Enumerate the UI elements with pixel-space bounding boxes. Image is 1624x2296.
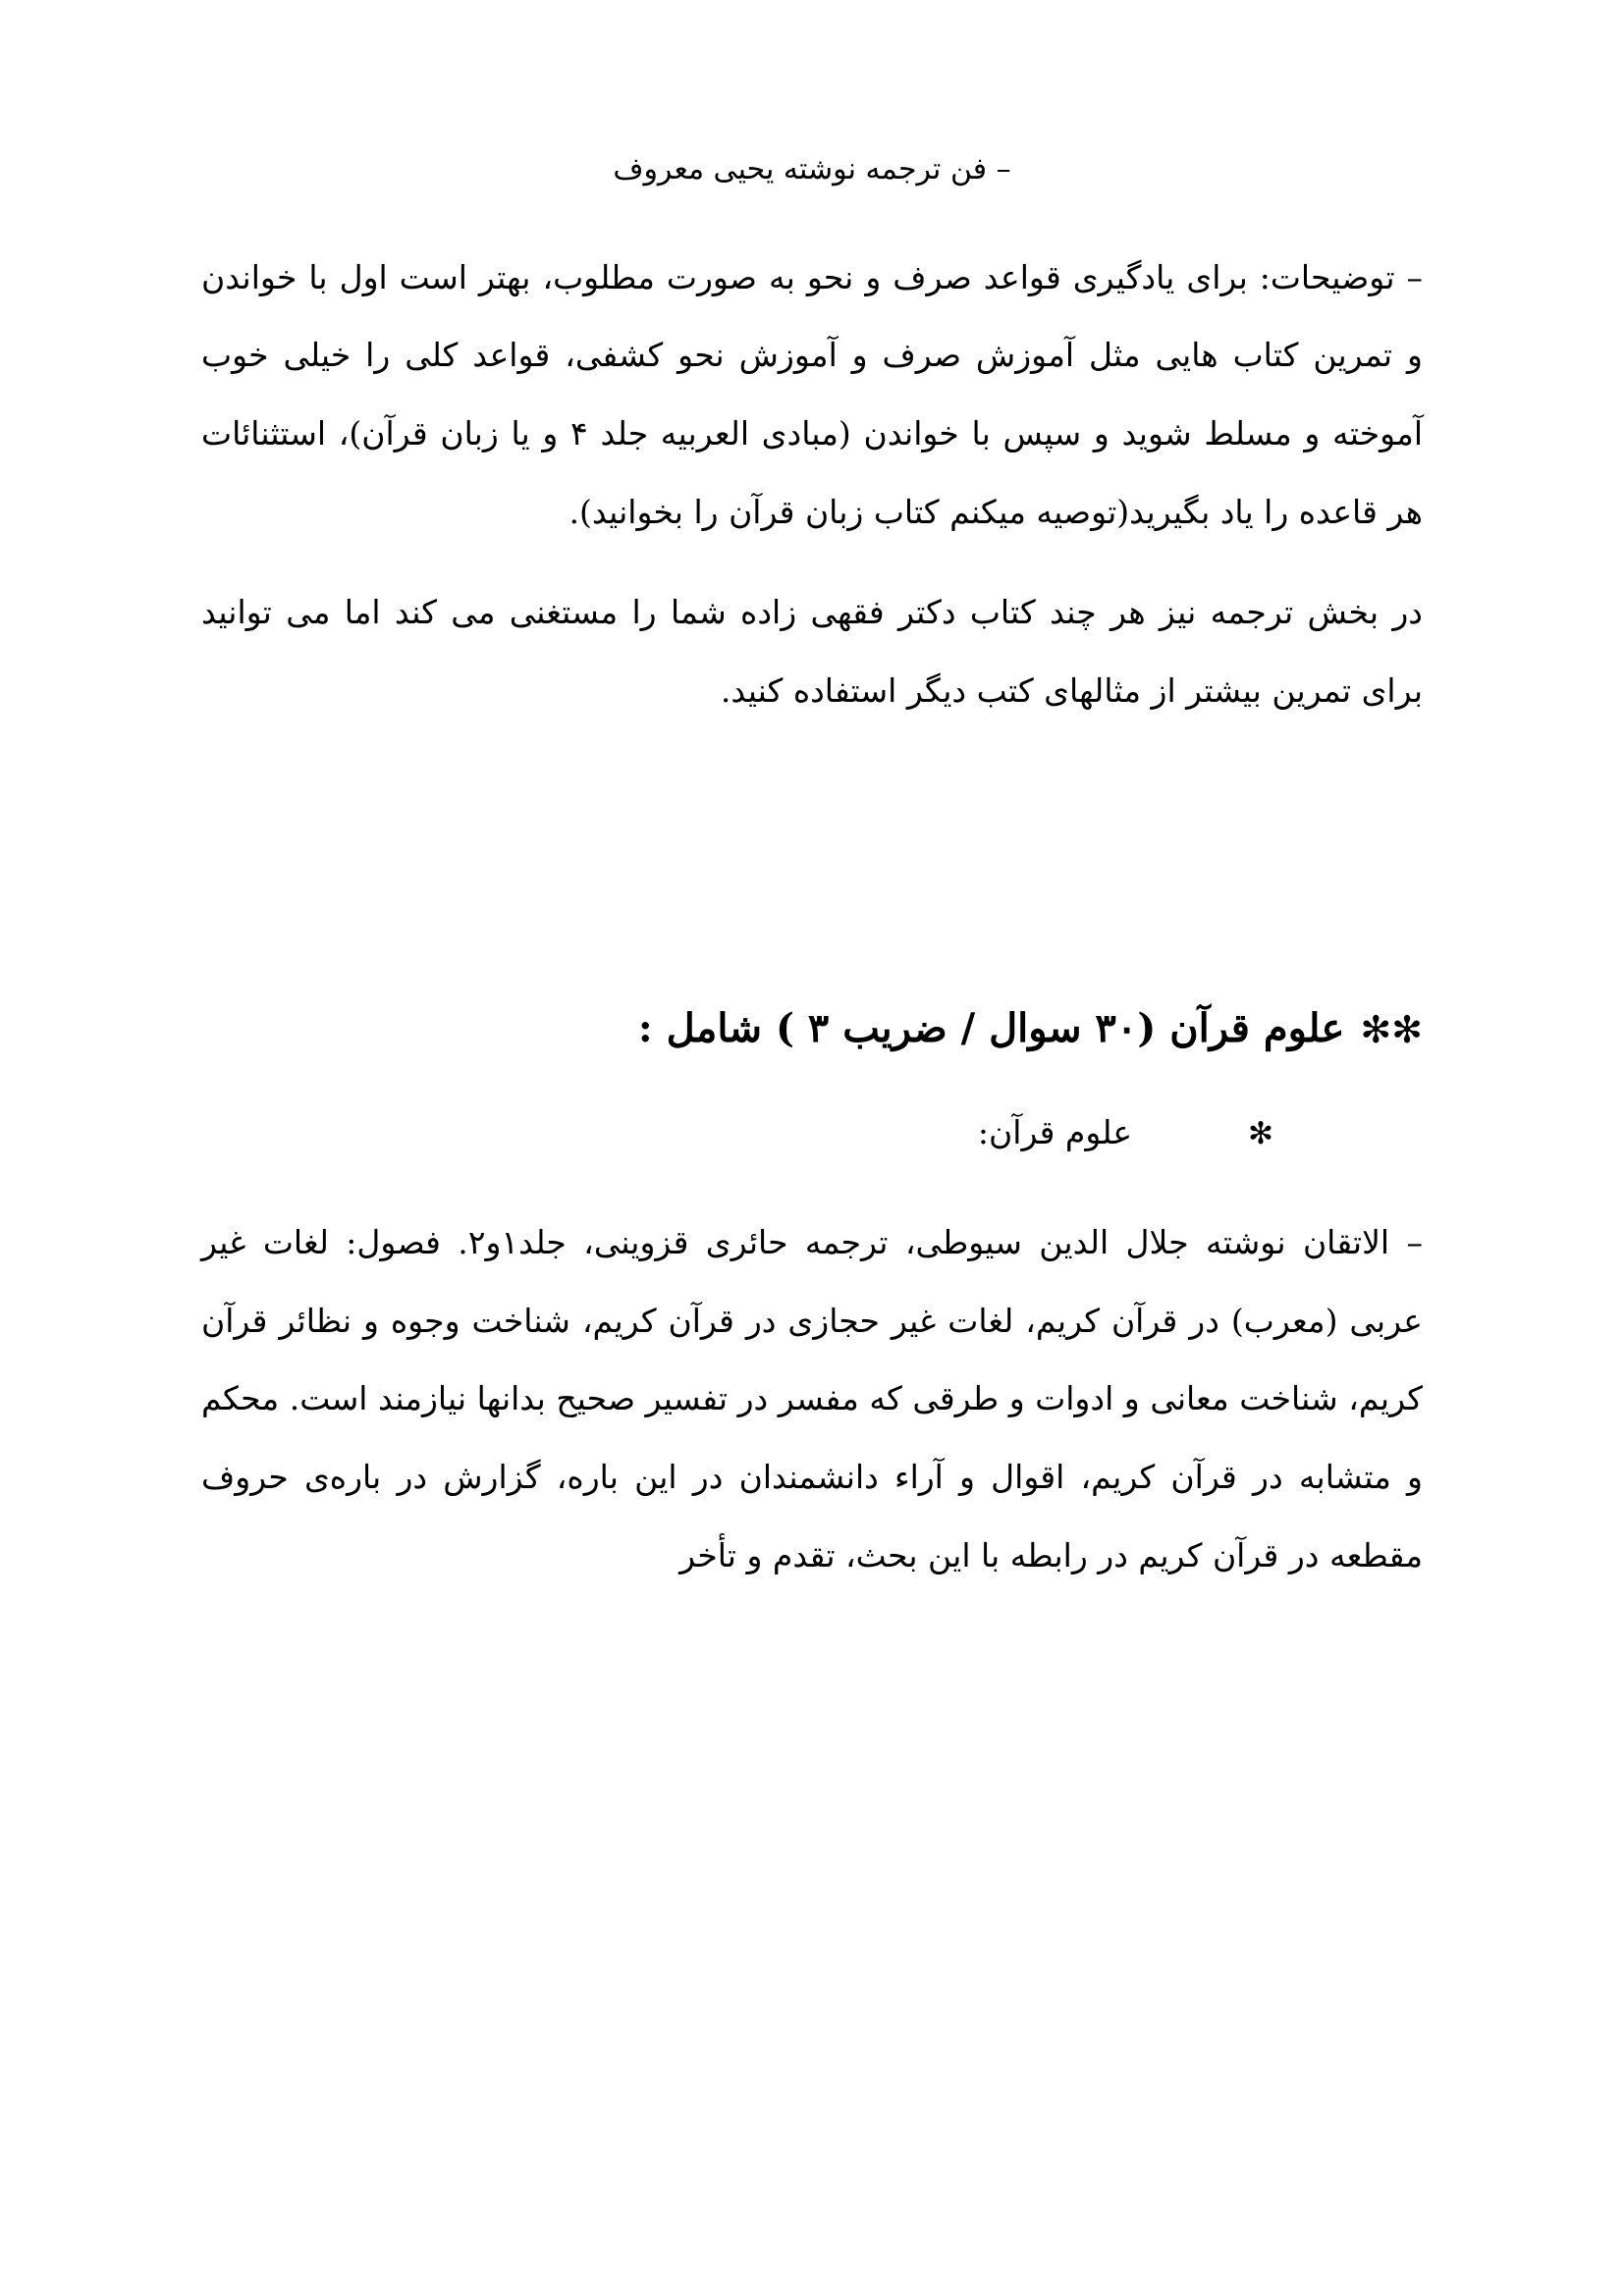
flower-bullet-icon: ✻ [1248,1115,1273,1151]
vertical-spacer [201,736,1423,999]
paragraph-explanations: – توضیحات: برای یادگیری قواعد صرف و نحو به صورت مطلوب، بهتر است اول با خواندن و تمرین کتاب هایی مثل آموزش صرف و آموزش نحو کشفی، قواعد کلی را خیلی خوب آموخته و مسلط شوید و سپس با خواندن (مبادی العربیه جلد ۴ و یا زبان قرآن)، استثنائات هر قاعده را یاد بگیرید(توصیه میکنم کتاب زبان قرآن را بخوانید). [201,257,1423,532]
paragraph-al-itqan-description: – الاتقان نوشته جلال الدین سیوطی، ترجمه حائری قزوینی، جلد۱و۲. فصول: لغات غیر عربی (معرب) در قرآن کریم، لغات غیر حجازی در قرآن کریم، شناخت وجوه و نظائر قرآن کریم، شناخت معانی و ادوات و طرقی که مفسر در تفسیر صحیح بدانها نیازمند است. محکم و متشابه در قرآن کریم، اقوال و آراء دانشمندان در این باره، گزارش در باره‌ی حروف مقطعه در قرآن کریم در رابطه با این بحث، تقدم و تأخر [201,1222,1423,1575]
reference-line: – فن ترجمه نوشته یحیی معروف [613,152,1011,187]
flower-asterisk-icon: ✻✻ [1360,1007,1423,1051]
page-content-column [201,147,1423,1595]
section-heading-quran-sciences [201,999,1423,1058]
paragraph-translation-section: در بخش ترجمه نیز هر چند کتاب دکتر فقهی زاده شما را مستغنی می کند اما می توانید برای تمرین بیشتر از مثالهای کتب دیگر استفاده کنید. [201,592,1423,710]
list-item-label: علوم قرآن: [977,1112,1133,1151]
list-item-quran-sciences [201,1105,1423,1160]
section-heading-label: علوم قرآن (۳۰ سوال / ضریب ۳ ) شامل : [637,1004,1345,1051]
